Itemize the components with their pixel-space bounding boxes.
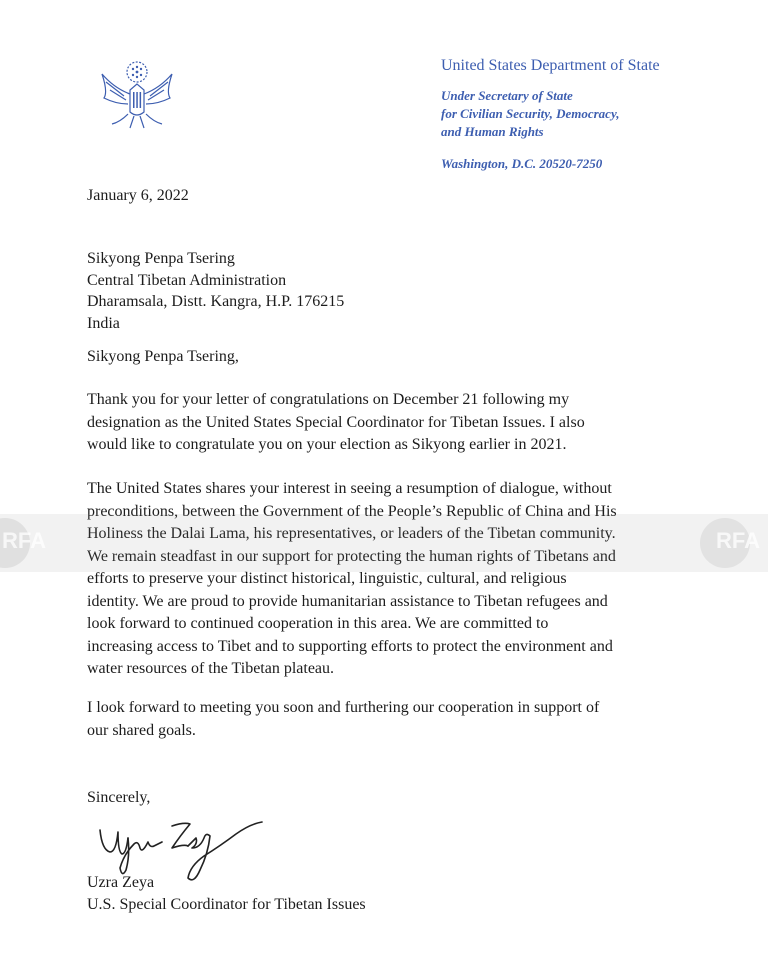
- paragraph-closing-remarks: [87, 697, 687, 742]
- watermark-text-left: RFA: [2, 528, 46, 553]
- paragraph-line: Thank you for your letter of congratulations on December 21 following my: [87, 391, 570, 408]
- paragraph-line: I look forward to meeting you soon and furthering our cooperation in support of: [87, 699, 600, 716]
- office-title: [441, 87, 761, 141]
- paragraph-thanks: [87, 389, 687, 457]
- salutation: Sikyong Penpa Tsering,: [87, 348, 239, 365]
- department-name: United States Department of State: [441, 57, 660, 74]
- paragraph-dialogue: [87, 478, 687, 681]
- letterhead: [441, 55, 761, 173]
- paragraph-line: efforts to preserve your distinct historical, linguistic, cultural, and religious: [87, 570, 567, 587]
- paragraph-line: designation as the United States Special Coordinator for Tibetan Issues. I also: [87, 413, 585, 431]
- recipient-line: India: [87, 314, 120, 332]
- watermark-text-right: RFA: [716, 528, 760, 553]
- paragraph-line: would like to congratulate you on your election as Sikyong earlier in 2021.: [87, 436, 567, 453]
- recipient-address: [87, 248, 344, 334]
- signer-name: Uzra Zeya: [87, 874, 155, 891]
- recipient-line: Central Tibetan Administration: [87, 271, 287, 289]
- paragraph-line: increasing access to Tibet and to supporting efforts to protect the environment and: [87, 637, 613, 655]
- office-address: Washington, D.C. 20520-7250: [441, 156, 603, 171]
- paragraph-line: preconditions, between the Government of the People’s Republic of China and His: [87, 502, 617, 520]
- paragraph-line: Holiness the Dalai Lama, his representatives, or leaders of the Tibetan community.: [87, 525, 616, 542]
- paragraph-line: identity. We are proud to provide humanitarian assistance to Tibetan refugees and: [87, 592, 608, 610]
- office-line: and Human Rights: [441, 124, 544, 139]
- watermark-logo-right: [700, 518, 750, 568]
- signer-block: [87, 872, 366, 916]
- office-line: Under Secretary of State: [441, 88, 573, 103]
- recipient-line: Sikyong Penpa Tsering: [87, 250, 235, 267]
- recipient-line: Dharamsala, Distt. Kangra, H.P. 176215: [87, 293, 345, 310]
- paragraph-line: The United States shares your interest in seeing a resumption of dialogue, without: [87, 480, 612, 497]
- signer-title: U.S. Special Coordinator for Tibetan Issues: [87, 896, 366, 913]
- closing: Sincerely,: [87, 789, 151, 806]
- paragraph-line: We remain steadfast in our support for protecting the human rights of Tibetans and: [87, 547, 616, 565]
- office-line: for Civilian Security, Democracy,: [441, 106, 620, 121]
- paragraph-line: water resources of the Tibetan plateau.: [87, 660, 335, 677]
- paragraph-line: our shared goals.: [87, 721, 196, 739]
- great-seal-eagle-icon: [94, 52, 180, 138]
- letter-date: January 6, 2022: [87, 187, 189, 204]
- watermark-logo-left: [0, 518, 30, 568]
- paragraph-line: look forward to continued cooperation in this area. We are committed to: [87, 615, 549, 632]
